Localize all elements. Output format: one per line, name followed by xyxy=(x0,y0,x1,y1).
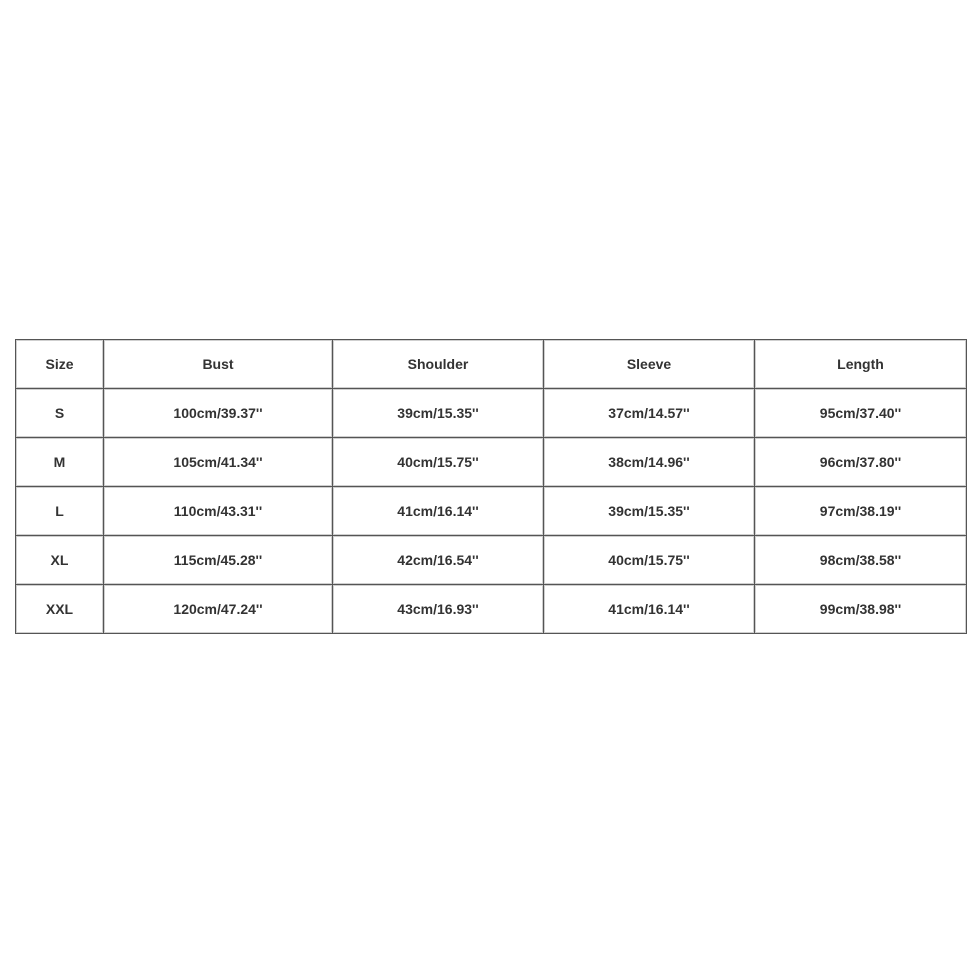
table-row xyxy=(16,438,967,487)
cell-length: 97cm/38.19'' xyxy=(755,487,967,536)
cell-bust: 100cm/39.37'' xyxy=(104,389,333,438)
cell-bust: 105cm/41.34'' xyxy=(104,438,333,487)
header-length: Length xyxy=(755,340,967,389)
cell-bust: 120cm/47.24'' xyxy=(104,585,333,634)
cell-size: L xyxy=(16,487,104,536)
cell-shoulder: 39cm/15.35'' xyxy=(333,389,544,438)
cell-shoulder: 41cm/16.14'' xyxy=(333,487,544,536)
header-size: Size xyxy=(16,340,104,389)
cell-length: 95cm/37.40'' xyxy=(755,389,967,438)
cell-bust: 115cm/45.28'' xyxy=(104,536,333,585)
table-row xyxy=(16,389,967,438)
cell-sleeve: 41cm/16.14'' xyxy=(544,585,755,634)
table-row xyxy=(16,536,967,585)
header-shoulder: Shoulder xyxy=(333,340,544,389)
cell-size: XXL xyxy=(16,585,104,634)
cell-sleeve: 39cm/15.35'' xyxy=(544,487,755,536)
cell-shoulder: 40cm/15.75'' xyxy=(333,438,544,487)
table-row xyxy=(16,487,967,536)
size-chart-table xyxy=(15,339,967,634)
table-header-row xyxy=(16,340,967,389)
cell-sleeve: 37cm/14.57'' xyxy=(544,389,755,438)
cell-shoulder: 43cm/16.93'' xyxy=(333,585,544,634)
cell-sleeve: 38cm/14.96'' xyxy=(544,438,755,487)
cell-length: 99cm/38.98'' xyxy=(755,585,967,634)
cell-size: XL xyxy=(16,536,104,585)
cell-sleeve: 40cm/15.75'' xyxy=(544,536,755,585)
cell-shoulder: 42cm/16.54'' xyxy=(333,536,544,585)
cell-size: M xyxy=(16,438,104,487)
table-row xyxy=(16,585,967,634)
header-bust: Bust xyxy=(104,340,333,389)
cell-length: 96cm/37.80'' xyxy=(755,438,967,487)
cell-bust: 110cm/43.31'' xyxy=(104,487,333,536)
cell-length: 98cm/38.58'' xyxy=(755,536,967,585)
cell-size: S xyxy=(16,389,104,438)
header-sleeve: Sleeve xyxy=(544,340,755,389)
